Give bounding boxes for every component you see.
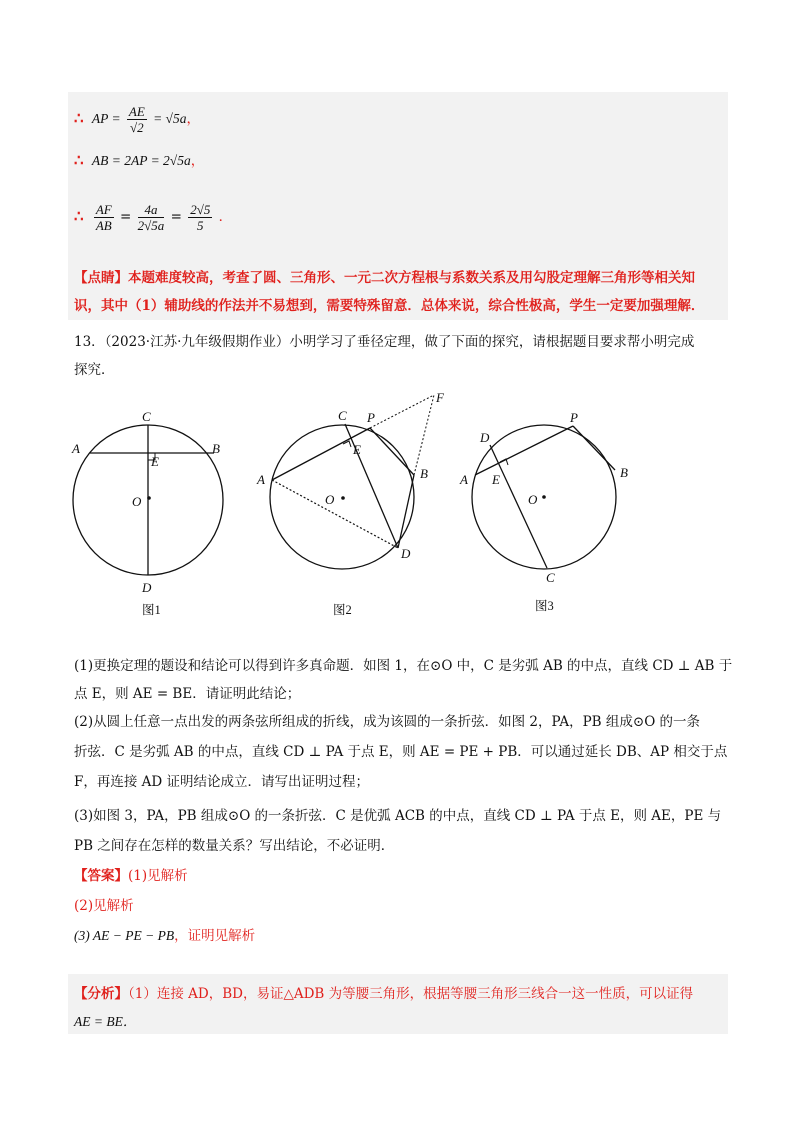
analysis-background xyxy=(68,974,728,1034)
svg-text:D: D xyxy=(480,430,490,445)
svg-text:P: P xyxy=(570,410,578,425)
comment-line-2: 识，其中（1）辅助线的作法并不易想到，需要特殊留意．总体来说，综合性极高，学生一定要加强理解． xyxy=(74,298,705,314)
answer-line-2: (2)见解析 xyxy=(74,898,134,914)
solution-line-2: ∴ AB = 2AP = 2√5a， xyxy=(74,151,205,169)
figure-2 xyxy=(256,390,445,617)
svg-text:E: E xyxy=(151,454,159,469)
figure-1 xyxy=(71,409,223,617)
svg-text:D: D xyxy=(401,546,411,561)
svg-text:E: E xyxy=(353,442,361,457)
svg-text:C: C xyxy=(338,408,347,423)
fraction: $\frac{AE}{√2}$ xyxy=(128,104,145,135)
svg-text:图3: 图3 xyxy=(535,599,554,613)
svg-text:B: B xyxy=(620,465,628,480)
part2-line-2: 折弦．C 是劣弧 AB 的中点，直线 CD ⊥ PA 于点 E，则 AE = PE + PB．可以通过延长 DB、AP 相交于点 xyxy=(74,744,728,760)
svg-text:O: O xyxy=(325,492,335,507)
part3-line-1: (3)如图 3，PA，PB 组成⊙O 的一条折弦．C 是优弧 ACB 的中点，直线 CD ⊥ PA 于点 E，则 AE，PE 与 xyxy=(74,808,722,824)
svg-text:A: A xyxy=(72,441,80,456)
answer-line-3: (3) AE − PE − PB，证明见解析 xyxy=(74,928,256,944)
problem-header: 13．（2023·江苏·九年级假期作业）小明学习了垂径定理，做了下面的探究，请根据题目要求帮小明完成 xyxy=(74,334,695,350)
svg-text:O: O xyxy=(528,492,538,507)
figure-3 xyxy=(459,410,628,613)
svg-text:E: E xyxy=(492,472,500,487)
part2-line-1: (2)从圆上任意一点出发的两条弦所组成的折线，成为该圆的一条折弦．如图 2，PA，PB 组成⊙O 的一条 xyxy=(74,714,701,730)
svg-text:B: B xyxy=(212,441,220,456)
svg-text:图1: 图1 xyxy=(142,603,161,617)
part1-line-1: (1)更换定理的题设和结论可以得到许多真命题．如图 1，在⊙O 中，C 是劣弧 AB 的中点，直线 CD ⊥ AB 于 xyxy=(74,658,733,674)
svg-text:F: F xyxy=(436,390,444,405)
svg-text:C: C xyxy=(546,570,555,585)
part2-line-3: F，再连接 AD 证明结论成立．请写出证明过程； xyxy=(74,774,370,790)
solution-line-3: ∴ $\frac{AF}{AB}$ = $\frac{4a}{2√5a}$ = $\frac{2√5}{5}$ ． xyxy=(74,202,233,233)
svg-text:O: O xyxy=(132,494,142,509)
therefore-symbol: ∴ xyxy=(74,109,84,127)
svg-text:图2: 图2 xyxy=(333,603,352,617)
svg-text:C: C xyxy=(142,409,151,424)
analysis-line-2: AE = BE． xyxy=(74,1014,137,1029)
answer-line-1: 【答案】(1)见解析 xyxy=(74,868,188,884)
comment-line-1: 【点睛】本题难度较高，考查了圆、三角形、一元二次方程根与系数关系及用勾股定理解三角形等相关知 xyxy=(74,270,695,286)
part1-line-2: 点 E，则 AE = BE．请证明此结论； xyxy=(74,686,301,702)
problem-intro-2: 探究． xyxy=(74,362,115,378)
svg-text:D: D xyxy=(142,580,152,595)
svg-text:B: B xyxy=(420,466,428,481)
svg-text:A: A xyxy=(460,472,468,487)
svg-text:A: A xyxy=(257,472,265,487)
solution-line-1: ∴ AP = $\frac{AE}{√2}$ = √5a， xyxy=(74,104,200,135)
svg-text:P: P xyxy=(367,410,375,425)
analysis-line-1: 【分析】（1）连接 AD，BD，易证△ADB 为等腰三角形，根据等腰三角形三线合一这一性质，可以证得 xyxy=(74,986,694,1002)
part3-line-2: PB 之间存在怎样的数量关系？写出结论，不必证明． xyxy=(74,838,395,854)
figures xyxy=(60,380,740,620)
